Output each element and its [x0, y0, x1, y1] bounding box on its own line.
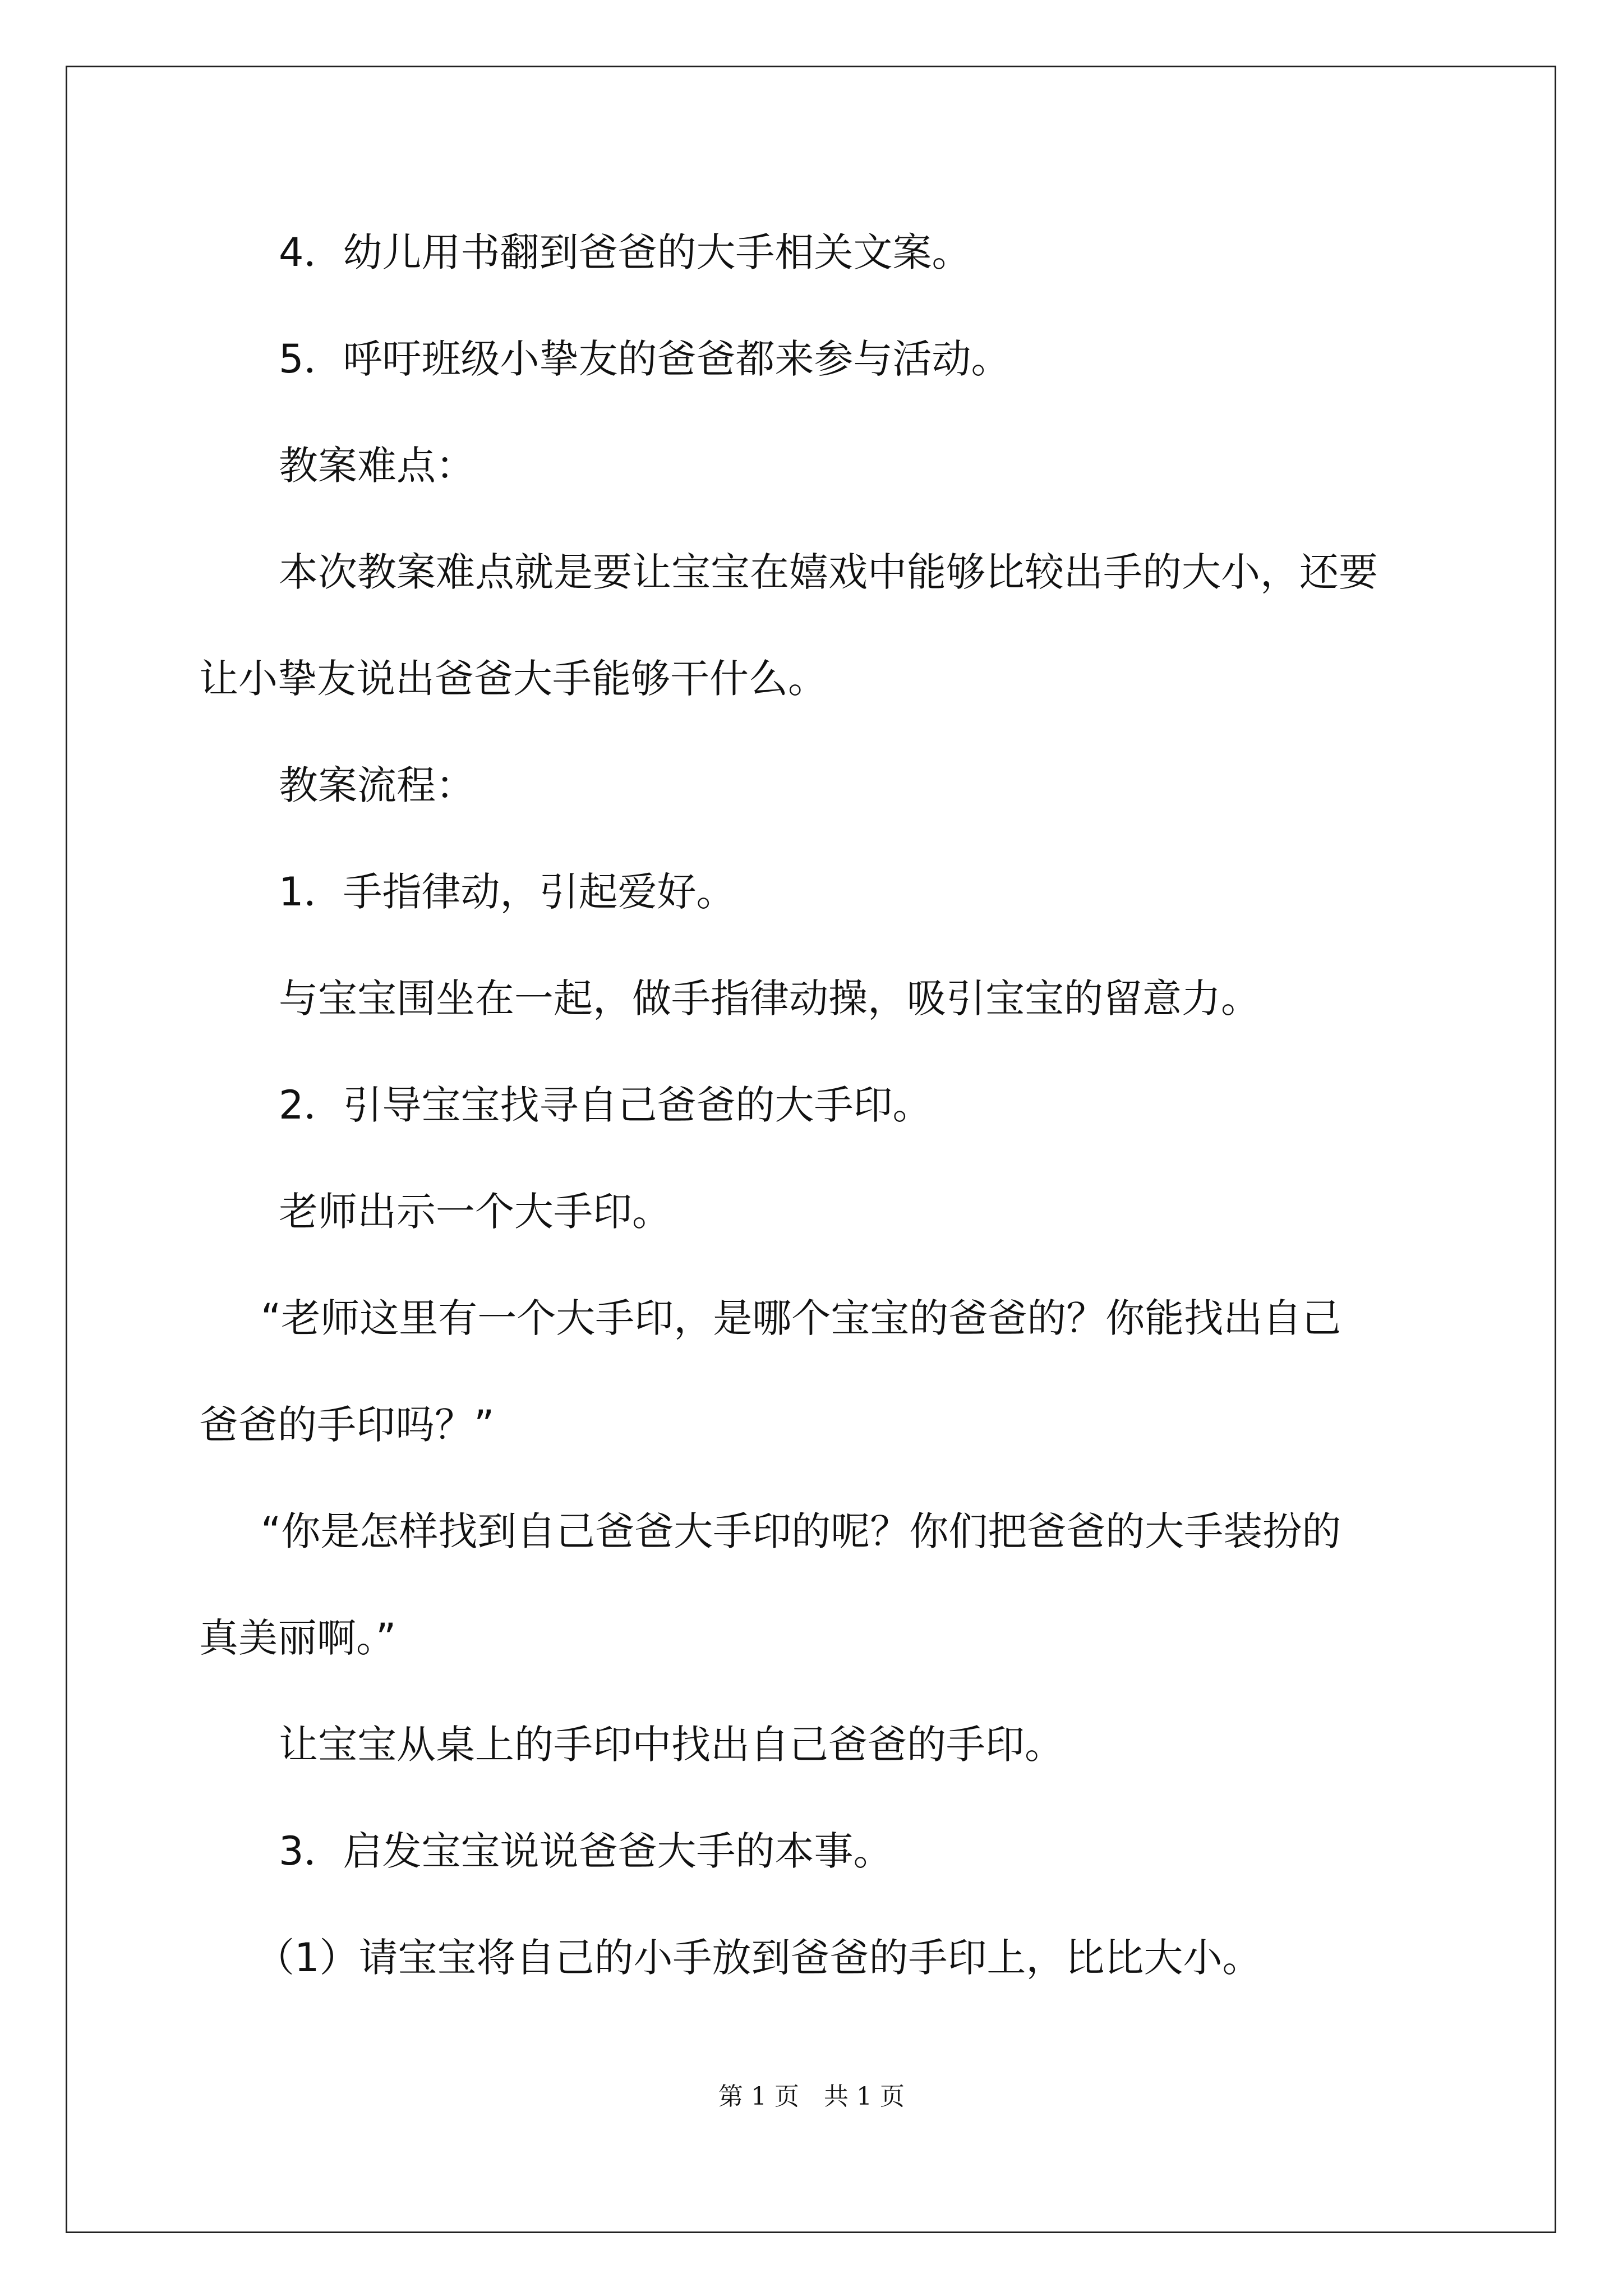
paragraph: 老师出示一个大手印。 [279, 1189, 671, 1235]
paragraph-continuation: 让小挚友说出爸爸大手能够干什么。 [199, 656, 827, 702]
paragraph: 2．引导宝宝找寻自己爸爸的大手印。 [279, 1082, 932, 1128]
quote-paragraph: “老师这里有一个大手印，是哪个宝宝的爸爸的？你能找出自己 [261, 1295, 1341, 1341]
paragraph: 1．手指律动，引起爱好。 [279, 869, 736, 915]
paragraph-continuation: 爸爸的手印吗？” [199, 1402, 495, 1448]
section-heading: 教案难点： [279, 443, 475, 489]
section-heading: 教案流程： [279, 762, 475, 808]
page-frame [66, 66, 1556, 2233]
paragraph-continuation: 真美丽啊。” [199, 1615, 396, 1661]
paragraph: 本次教案难点就是要让宝宝在嬉戏中能够比较出手的大小，还要 [279, 549, 1378, 595]
paragraph: 与宝宝围坐在一起，做手指律动操，吸引宝宝的留意力。 [279, 976, 1260, 1022]
paragraph: 让宝宝从桌上的手印中找出自己爸爸的手印。 [279, 1722, 1064, 1768]
paragraph: 3．启发宝宝说说爸爸大手的本事。 [279, 1828, 893, 1874]
paragraph: 5．呼吁班级小挚友的爸爸都来参与活动。 [279, 336, 1011, 382]
paragraph: 4．幼儿用书翻到爸爸的大手相关文案。 [279, 229, 971, 275]
paragraph: （1）请宝宝将自己的小手放到爸爸的手印上，比比大小。 [255, 1935, 1262, 1981]
quote-paragraph: “你是怎样找到自己爸爸大手印的呢？你们把爸爸的大手装扮的 [261, 1508, 1341, 1554]
page-footer: 第 1 页 共 1 页 [718, 2082, 905, 2111]
